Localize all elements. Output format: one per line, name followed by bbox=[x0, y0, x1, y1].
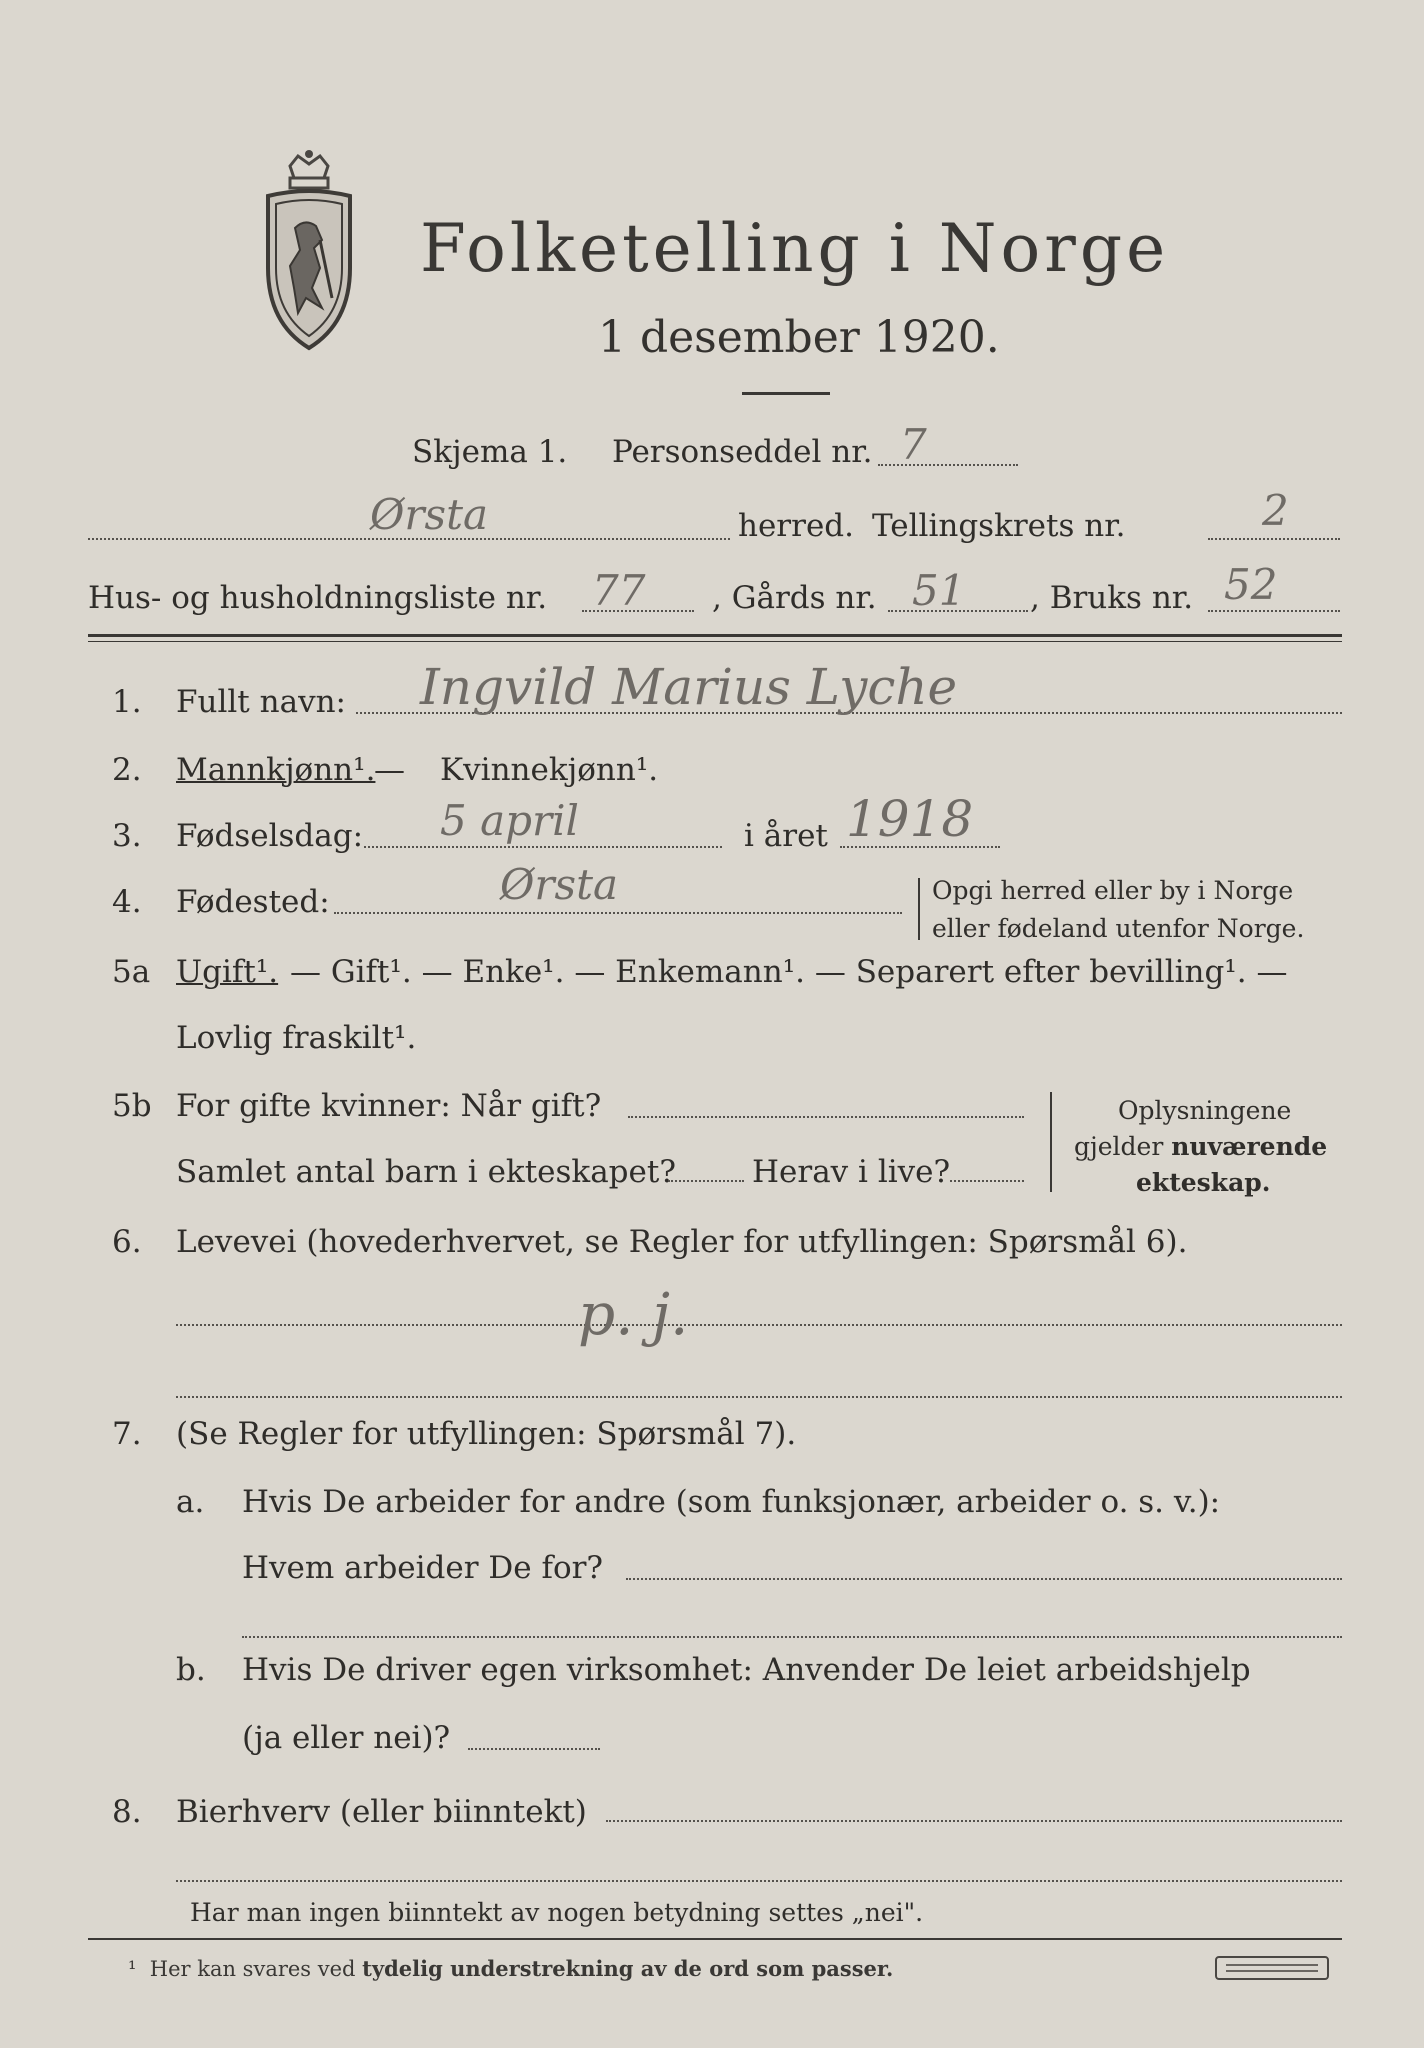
herred-label: herred. bbox=[738, 508, 854, 544]
q6-label: Levevei (hovederhvervet, se Regler for utfyllingen: Spørsmål 6). bbox=[176, 1224, 1188, 1260]
bruks-label: , Bruks nr. bbox=[1030, 580, 1194, 616]
kvinnekjonn-option[interactable]: Kvinnekjønn¹. bbox=[440, 752, 659, 788]
header-rule bbox=[88, 634, 1342, 637]
occupation-value[interactable]: p. j. bbox=[578, 1280, 689, 1348]
q5b-note-1: Oplysningene bbox=[1118, 1096, 1292, 1125]
birthplace-value[interactable]: Ørsta bbox=[500, 860, 618, 909]
q5b-note-3: ekteskap. bbox=[1136, 1168, 1271, 1197]
q5b-number: 5b bbox=[112, 1088, 152, 1124]
gards-value[interactable]: 51 bbox=[912, 566, 966, 615]
footnote: ¹ Her kan svares ved tydelig understrekning av de ord som passer. bbox=[128, 1956, 894, 1981]
q5b-note-2: gjelder nuværende bbox=[1074, 1132, 1328, 1161]
q7-number: 7. bbox=[112, 1416, 142, 1452]
full-name-value[interactable]: Ingvild Marius Lyche bbox=[420, 658, 958, 716]
personseddel-label: Personseddel nr. bbox=[612, 434, 873, 470]
q8-number: 8. bbox=[112, 1794, 142, 1830]
husliste-label: Hus- og husholdningsliste nr. bbox=[88, 580, 548, 616]
year-label: i året bbox=[744, 818, 828, 854]
marital-status-options[interactable]: — Gift¹. — Enke¹. — Enkemann¹. — Separert efter bevilling¹. — bbox=[290, 954, 1288, 990]
form-title: Folketelling i Norge bbox=[420, 210, 1170, 287]
mannkjonn-option[interactable]: Mannkjønn¹. bbox=[176, 752, 376, 788]
q5b-children-label: Samlet antal barn i ekteskapet? bbox=[176, 1154, 676, 1190]
birthplace-note-2: eller fødeland utenfor Norge. bbox=[932, 914, 1305, 943]
q7b-line2: (ja eller nei)? bbox=[242, 1720, 451, 1756]
title-divider bbox=[742, 392, 830, 395]
census-date: 1 desember 1920. bbox=[598, 312, 1000, 363]
q5b-married-when: For gifte kvinner: Når gift? bbox=[176, 1088, 602, 1124]
q7a-line2: Hvem arbeider De for? bbox=[242, 1550, 604, 1586]
coat-of-arms-icon bbox=[250, 148, 368, 358]
q7a-line1: Hvis De arbeider for andre (som funksjonær, arbeider o. s. v.): bbox=[242, 1484, 1221, 1520]
q4-number: 4. bbox=[112, 884, 142, 920]
footer-note: Har man ingen biinntekt av nogen betydning settes „nei". bbox=[190, 1898, 924, 1927]
q5b-alive-label: Herav i live? bbox=[752, 1154, 951, 1190]
q4-label: Fødested: bbox=[176, 884, 330, 920]
q7-label: (Se Regler for utfyllingen: Spørsmål 7). bbox=[176, 1416, 797, 1452]
q5a-number: 5a bbox=[112, 954, 151, 990]
q7b-letter: b. bbox=[176, 1652, 206, 1688]
q1-label: Fullt navn: bbox=[176, 684, 346, 720]
q3-number: 3. bbox=[112, 818, 142, 854]
gards-label: , Gårds nr. bbox=[712, 580, 877, 616]
husliste-value[interactable]: 77 bbox=[592, 566, 646, 615]
q6-number: 6. bbox=[112, 1224, 142, 1260]
ugift-option[interactable]: Ugift¹. bbox=[176, 954, 279, 990]
printer-stamp-icon bbox=[1214, 1954, 1330, 1982]
tellingskrets-value[interactable]: 2 bbox=[1262, 486, 1289, 535]
q1-number: 1. bbox=[112, 684, 142, 720]
q2-number: 2. bbox=[112, 752, 142, 788]
q2-separator: — bbox=[374, 752, 405, 788]
herred-value[interactable]: Ørsta bbox=[370, 490, 488, 539]
bruks-value[interactable]: 52 bbox=[1224, 560, 1278, 609]
skjema-label: Skjema 1. bbox=[412, 434, 568, 470]
lovlig-fraskilt-option[interactable]: Lovlig fraskilt¹. bbox=[176, 1020, 417, 1056]
birthday-value[interactable]: 5 april bbox=[440, 796, 579, 845]
q8-label: Bierhverv (eller biinntekt) bbox=[176, 1794, 587, 1830]
q7b-line1: Hvis De driver egen virksomhet: Anvender De leiet arbeidshjelp bbox=[242, 1652, 1251, 1688]
q7a-letter: a. bbox=[176, 1484, 205, 1520]
tellingskrets-label: Tellingskrets nr. bbox=[872, 508, 1126, 544]
birth-year-value[interactable]: 1918 bbox=[846, 790, 974, 848]
personseddel-value[interactable]: 7 bbox=[900, 420, 927, 469]
footer-rule bbox=[88, 1938, 1342, 1940]
q3-label: Fødselsdag: bbox=[176, 818, 364, 854]
birthplace-note-1: Opgi herred eller by i Norge bbox=[932, 876, 1294, 905]
